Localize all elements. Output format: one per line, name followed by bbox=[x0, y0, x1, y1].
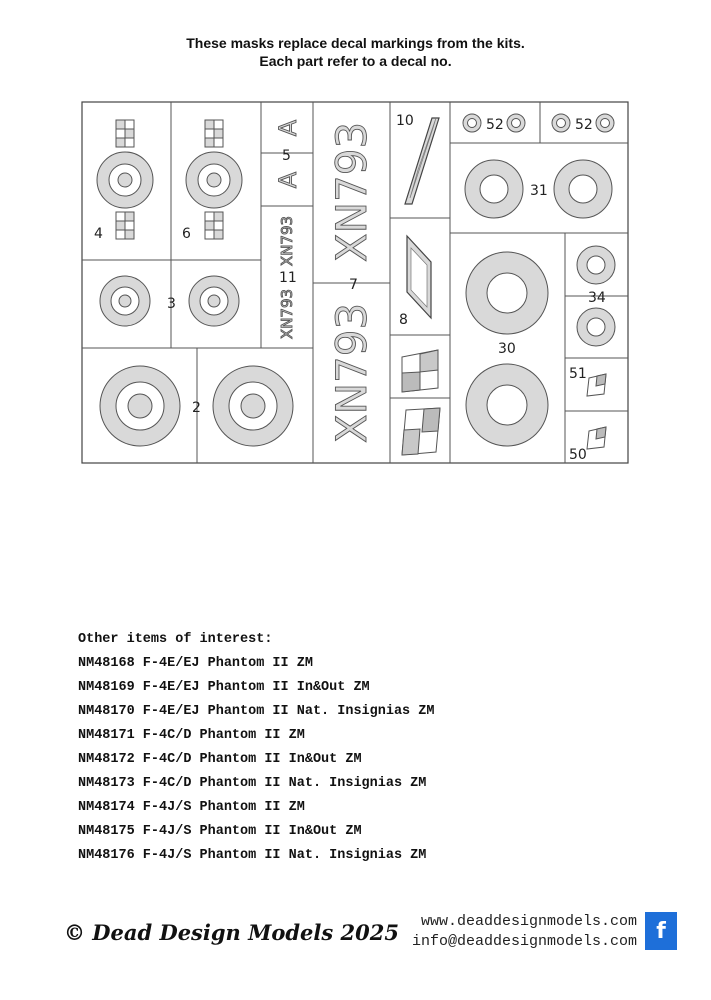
facebook-icon[interactable]: f bbox=[645, 912, 677, 950]
roundel-part-3-right bbox=[189, 276, 239, 326]
email-link[interactable]: info@deaddesignmodels.com bbox=[411, 933, 637, 950]
part-number-8: 8 bbox=[399, 312, 408, 328]
letter-a-top: A bbox=[274, 119, 302, 137]
list-item: NM48173 F-4C/D Phantom II Nat. Insignias ZM bbox=[78, 776, 427, 791]
serial-small-top: XN793 bbox=[278, 215, 296, 267]
roundel-part-34-top bbox=[577, 246, 615, 284]
part-number-31: 31 bbox=[530, 183, 548, 199]
other-items-title: Other items of interest: bbox=[78, 632, 273, 647]
copyright: © Dead Design Models 2025 bbox=[64, 920, 399, 945]
part-number-11: 11 bbox=[279, 270, 297, 286]
part-number-2: 2 bbox=[192, 400, 201, 416]
contact-block bbox=[412, 912, 637, 952]
part-number-34: 34 bbox=[588, 290, 606, 306]
part-number-51: 51 bbox=[569, 366, 587, 382]
list-item: NM48176 F-4J/S Phantom II Nat. Insignias ZM bbox=[78, 848, 427, 863]
part-number-6: 6 bbox=[182, 226, 191, 242]
list-item: NM48175 F-4J/S Phantom II In&Out ZM bbox=[78, 824, 362, 839]
other-items bbox=[78, 630, 434, 870]
list-item: NM48170 F-4E/EJ Phantom II Nat. Insignias ZM bbox=[78, 704, 435, 719]
roundel-part-2-right bbox=[213, 366, 293, 446]
flash-large-upper bbox=[402, 350, 438, 392]
roundel-part-31-right bbox=[554, 160, 612, 218]
roundel-part-30-bottom bbox=[466, 364, 548, 446]
roundel-part-4 bbox=[97, 120, 153, 239]
serial-large-bottom: XN793 bbox=[327, 302, 376, 444]
list-item: NM48169 F-4E/EJ Phantom II In&Out ZM bbox=[78, 680, 370, 695]
list-item: NM48172 F-4C/D Phantom II In&Out ZM bbox=[78, 752, 362, 767]
part-number-52-left: 52 bbox=[486, 117, 504, 133]
part-number-10: 10 bbox=[396, 113, 414, 129]
roundel-part-3-left bbox=[100, 276, 150, 326]
flash-large-lower bbox=[402, 408, 440, 455]
roundel-part-6 bbox=[186, 120, 242, 239]
part-number-52-right: 52 bbox=[575, 117, 593, 133]
part-number-5: 5 bbox=[282, 148, 291, 164]
letter-a-bottom: A bbox=[274, 171, 302, 189]
stripe-part-10 bbox=[405, 118, 439, 204]
roundel-part-34-bottom bbox=[577, 308, 615, 346]
serial-small-bottom: XN793 bbox=[278, 288, 296, 340]
header-line-2: Each part refer to a decal no. bbox=[259, 53, 452, 69]
flash-small-50 bbox=[587, 427, 606, 449]
roundel-part-2-left bbox=[100, 366, 180, 446]
part-number-4: 4 bbox=[94, 226, 103, 242]
part-number-30: 30 bbox=[498, 341, 516, 357]
roundel-part-30-top bbox=[466, 252, 548, 334]
list-item: NM48171 F-4C/D Phantom II ZM bbox=[78, 728, 305, 743]
header-line-1: These masks replace decal markings from the kits. bbox=[186, 35, 525, 51]
stripe-part-8 bbox=[407, 236, 431, 318]
serial-large-top: XN793 bbox=[327, 121, 376, 263]
roundel-part-31-left bbox=[465, 160, 523, 218]
part-number-3: 3 bbox=[167, 296, 176, 312]
flash-small-51 bbox=[587, 374, 606, 396]
part-number-7: 7 bbox=[349, 277, 358, 293]
website-link[interactable]: www.deaddesignmodels.com bbox=[420, 913, 637, 930]
part-number-50: 50 bbox=[569, 447, 587, 463]
list-item: NM48168 F-4E/EJ Phantom II ZM bbox=[78, 656, 313, 671]
list-item: NM48174 F-4J/S Phantom II ZM bbox=[78, 800, 305, 815]
